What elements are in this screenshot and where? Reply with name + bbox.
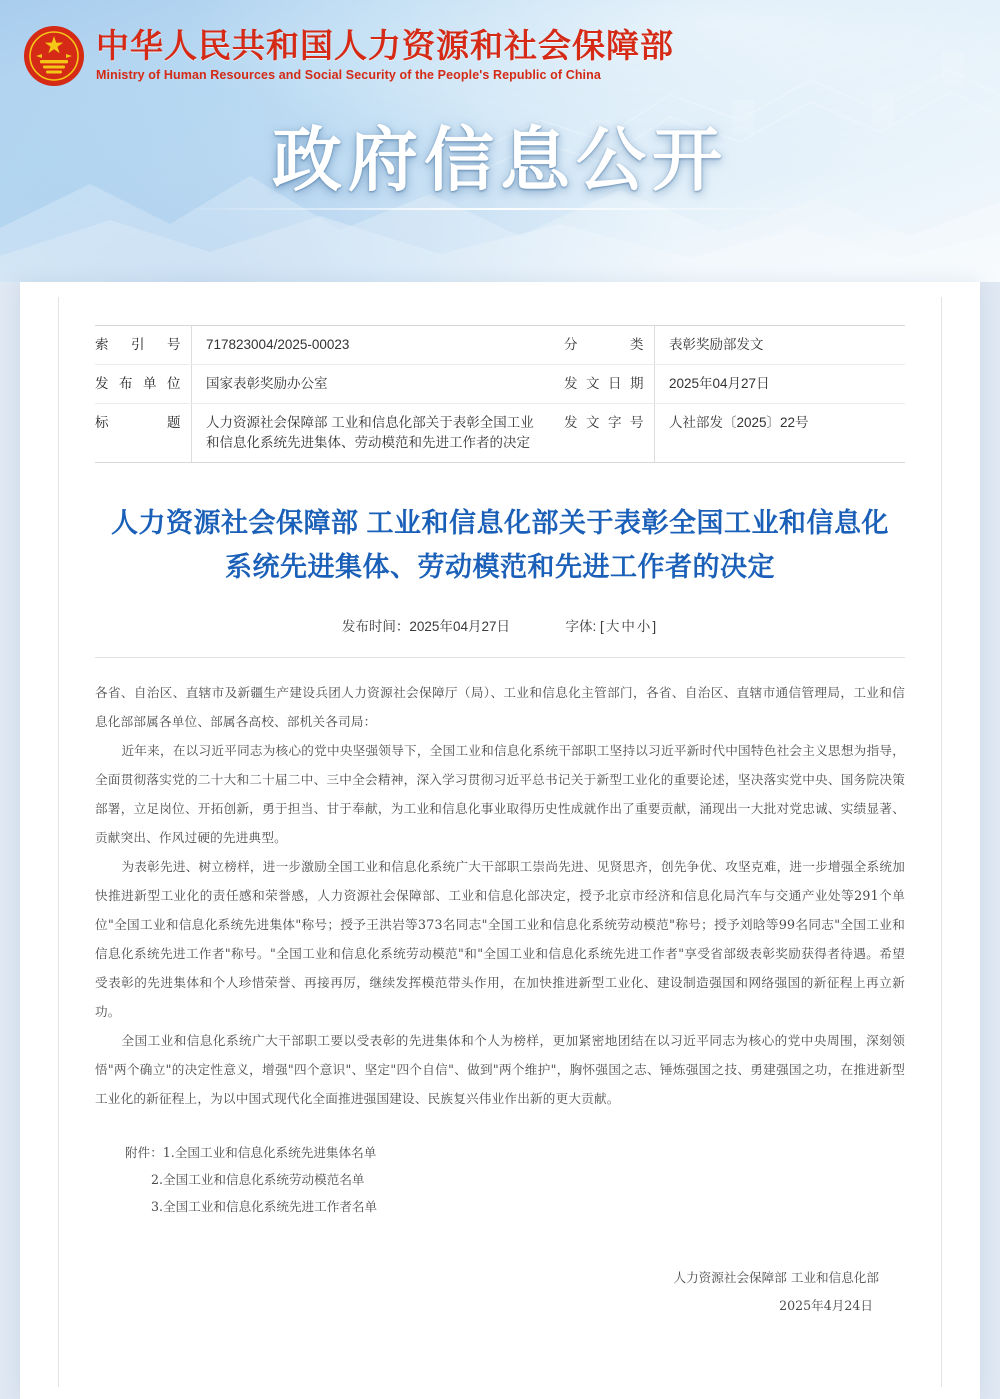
meta-value-index: 717823004/2025-00023 bbox=[206, 337, 350, 352]
fontsize-large[interactable]: 大 bbox=[605, 619, 622, 634]
document-subbar bbox=[95, 615, 905, 635]
banner-title: 政府信息公开 bbox=[272, 121, 728, 199]
page-title: 人力资源社会保障部 工业和信息化部关于表彰全国工业和信息化系统先进集体、劳动模范和先进工作者的决定 bbox=[110, 508, 889, 582]
paragraph-1: 近年来，在以习近平同志为核心的党中央坚强领导下，全国工业和信息化系统干部职工坚持以习近平新时代中国特色社会主义思想为指导，全面贯彻落实党的二十大和二十届二中、三中全会精神，深入学习贯彻习近平总书记关于新型工业化的重要论述，坚决落实党中央、国务院决策部署，立足岗位、开拓创新，勇于担当、甘于奉献，为工业和信息化事业取得历史性成就作出了重要贡献，涌现出一大批对党忠诚、实绩显著、贡献突出、作风过硬的先进典型。 bbox=[95, 743, 905, 845]
national-emblem-icon bbox=[22, 24, 86, 88]
document-meta-table bbox=[95, 325, 905, 463]
attachment-item-3[interactable]: 3.全国工业和信息化系统先进工作者名单 bbox=[151, 1199, 378, 1214]
meta-label-index: 索 引 号 bbox=[95, 337, 181, 352]
attachment-list bbox=[95, 1139, 905, 1220]
meta-row-index bbox=[95, 326, 905, 365]
banner-divider bbox=[180, 208, 820, 210]
fontsize-medium[interactable]: 中 bbox=[621, 619, 637, 634]
site-banner bbox=[0, 0, 1000, 282]
meta-value-publisher: 国家表彰奖励办公室 bbox=[192, 365, 536, 404]
attachment-1-text[interactable]: 1.全国工业和信息化系统先进集体名单 bbox=[162, 1145, 377, 1160]
meta-label-subject: 标 题 bbox=[95, 404, 191, 463]
attachment-item-1[interactable] bbox=[125, 1139, 905, 1166]
ministry-name-cn: 中华人民共和国人力资源和社会保障部 bbox=[96, 27, 674, 64]
paragraph-3: 全国工业和信息化系统广大干部职工要以受表彰的先进集体和个人为榜样，更加紧密地团结在以习近平同志为核心的党中央周围，深刻领悟"两个确立"的决定性意义，增强"四个意识"、坚定"四个自信"、做到"两个维护"，胸怀强国之志、锤炼强国之技、勇建强国之功，在推进新型工业化的新征程上，为以中国式现代化全面推进强国建设、民族复兴伟业作出新的更大贡献。 bbox=[95, 1033, 905, 1106]
meta-value-docnum: 人社部发〔2025〕22号 bbox=[655, 404, 905, 463]
ministry-name-block bbox=[96, 26, 674, 82]
page-sheet-outer bbox=[20, 282, 980, 1399]
meta-value-category: 表彰奖励部发文 bbox=[669, 337, 764, 352]
meta-row-subject bbox=[95, 404, 905, 463]
fontsize-label: 字体: bbox=[565, 619, 597, 634]
attachment-item-2[interactable]: 2.全国工业和信息化系统劳动模范名单 bbox=[151, 1172, 365, 1187]
meta-label-publisher: 发布单位 bbox=[95, 365, 191, 404]
signature-organizations: 人力资源社会保障部 工业和信息化部 bbox=[673, 1270, 879, 1285]
meta-value-subject: 人力资源社会保障部 工业和信息化部关于表彰全国工业和信息化系统先进集体、劳动模范和先进工作者的决定 bbox=[192, 404, 536, 463]
meta-row-publisher bbox=[95, 365, 905, 404]
meta-value-date: 2025年04月27日 bbox=[655, 365, 905, 404]
signature-date: 2025年4月24日 bbox=[779, 1298, 873, 1313]
document-signature-block bbox=[95, 1264, 905, 1320]
meta-label-date: 发文日期 bbox=[536, 365, 654, 404]
page-sheet bbox=[58, 297, 942, 1387]
meta-label-docnum: 发文字号 bbox=[536, 404, 654, 463]
document-body bbox=[95, 678, 905, 1113]
publish-time-label: 发布时间： bbox=[341, 619, 410, 634]
ministry-name-en: Ministry of Human Resources and Social Security of the People's Republic of China bbox=[96, 68, 601, 82]
meta-label-category: 分 类 bbox=[564, 337, 644, 352]
content-divider bbox=[95, 657, 905, 658]
fontsize-small[interactable]: 小 bbox=[636, 619, 653, 634]
attachments-label: 附件： bbox=[125, 1145, 163, 1160]
publish-time-value: 2025年04月27日 bbox=[409, 619, 510, 634]
fontsize-switcher[interactable]: [大中小] bbox=[600, 619, 659, 634]
paragraph-2: 为表彰先进、树立榜样，进一步激励全国工业和信息化系统广大干部职工崇尚先进、见贤思齐，创先争优、攻坚克难，进一步增强全系统加快推进新型工业化的责任感和荣誉感，人力资源社会保障部、工业和信息化部决定，授予北京市经济和信息化局汽车与交通产业处等291个单位"全国工业和信息化系统先进集体"称号；授予王洪岩等373名同志"全国工业和信息化系统劳动模范"称号；授予刘晗等99名同志"全国工业和信息化系统先进工作者"称号。"全国工业和信息化系统劳动模范"和"全国工业和信息化系统先进工作者"享受省部级表彰奖励获得者待遇。希望受表彰的先进集体和个人珍惜荣誉、再接再厉，继续发挥模范带头作用，在加快推进新型工业化、建设制造强国和网络强国的新征程上再立新功。 bbox=[95, 859, 905, 1019]
paragraph-salutation: 各省、自治区、直辖市及新疆生产建设兵团人力资源社会保障厅（局）、工业和信息化主管部门，各省、自治区、直辖市通信管理局，工业和信息化部部属各单位、部属各高校、部机关各司局： bbox=[95, 685, 905, 729]
